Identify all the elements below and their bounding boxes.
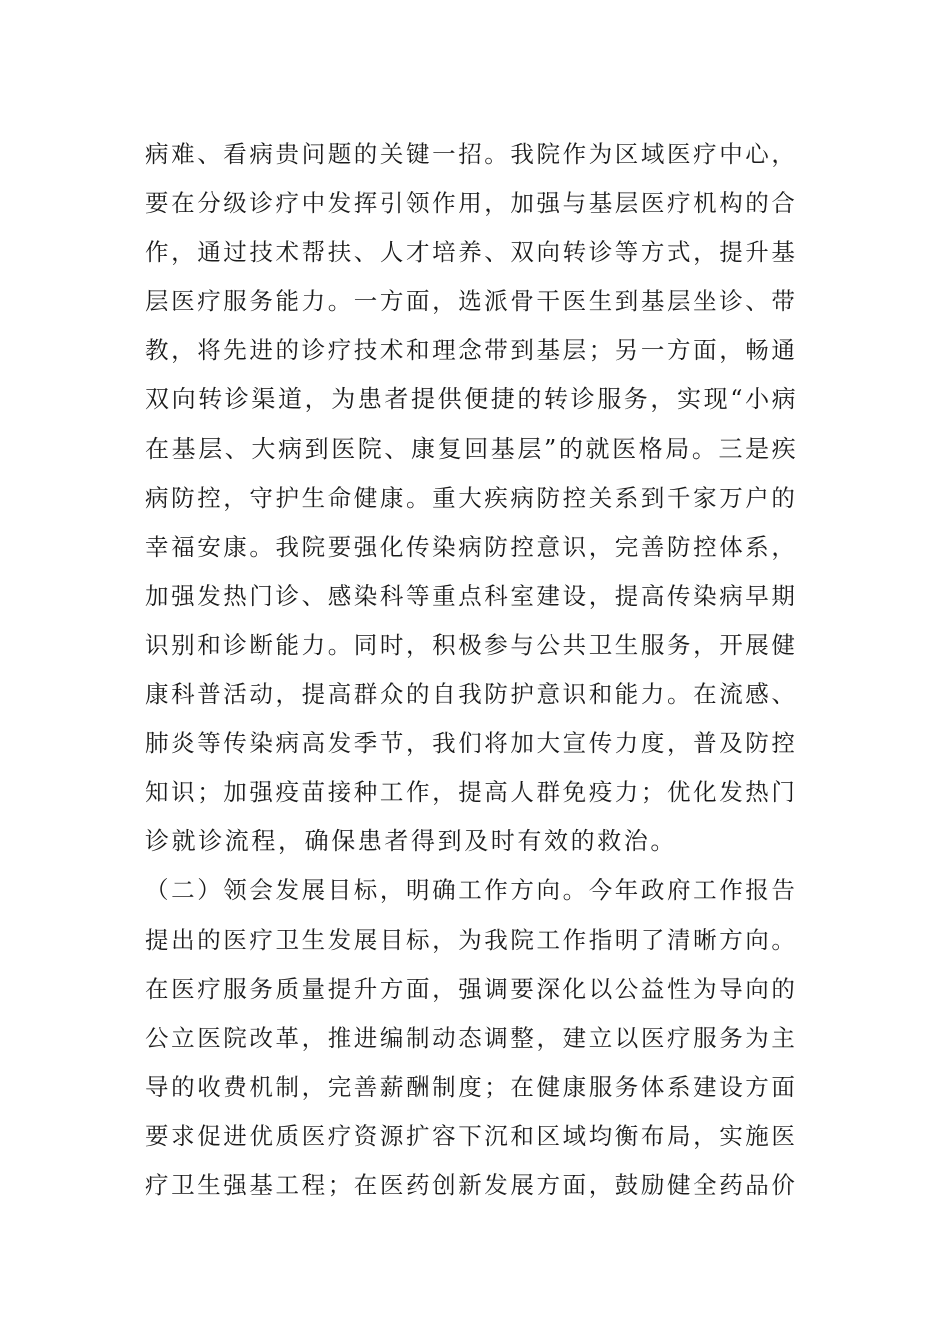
text-line-22: 疗卫生强基工程；在医药创新发展方面，鼓励健全药品价 [145,1170,798,1199]
text-line-7: 在基层、大病到医院、康复回基层”的就医格局。三是疾 [145,434,799,463]
text-line-10: 加强发热门诊、感染科等重点科室建设，提高传染病早期 [145,581,798,610]
text-line-11: 识别和诊断能力。同时，积极参与公共卫生服务，开展健 [145,630,798,659]
text-line-18: 在医疗服务质量提升方面，强调要深化以公益性为导向的 [145,974,798,1003]
text-line-6: 双向转诊渠道，为患者提供便捷的转诊服务，实现“小病 [145,385,799,414]
text-line-2: 要在分级诊疗中发挥引领作用，加强与基层医疗机构的合 [145,189,798,218]
text-line-17: 提出的医疗卫生发展目标，为我院工作指明了清晰方向。 [145,925,798,954]
text-line-1: 病难、看病贵问题的关键一招。我院作为区域医疗中心， [145,140,798,168]
text-line-13: 肺炎等传染病高发季节，我们将加大宣传力度，普及防控 [145,729,798,758]
text-line-15: 诊就诊流程，确保患者得到及时有效的救治。 [145,827,677,856]
text-line-9: 幸福安康。我院要强化传染病防控意识，完善防控体系， [145,532,798,561]
body-text [145,130,805,1210]
text-line-4: 层医疗服务能力。一方面，选派骨干医生到基层坐诊、带 [145,287,798,316]
text-line-5: 教，将先进的诊疗技术和理念带到基层；另一方面，畅通 [145,336,798,365]
text-line-20: 导的收费机制，完善薪酬制度；在健康服务体系建设方面 [145,1072,798,1101]
text-line-14: 知识；加强疫苗接种工作，提高人群免疫力；优化发热门 [145,778,798,807]
text-line-21: 要求促进优质医疗资源扩容下沉和区域均衡布局，实施医 [145,1121,798,1150]
text-line-19: 公立医院改革，推进编制动态调整，建立以医疗服务为主 [145,1023,798,1052]
text-line-3: 作，通过技术帮扶、人才培养、双向转诊等方式，提升基 [145,238,798,267]
text-line-12: 康科普活动，提高群众的自我防护意识和能力。在流感、 [145,680,798,709]
text-line-8: 病防控，守护生命健康。重大疾病防控关系到千家万户的 [145,483,798,512]
section-heading-line: （二）领会发展目标，明确工作方向。今年政府工作报告 [145,876,798,905]
